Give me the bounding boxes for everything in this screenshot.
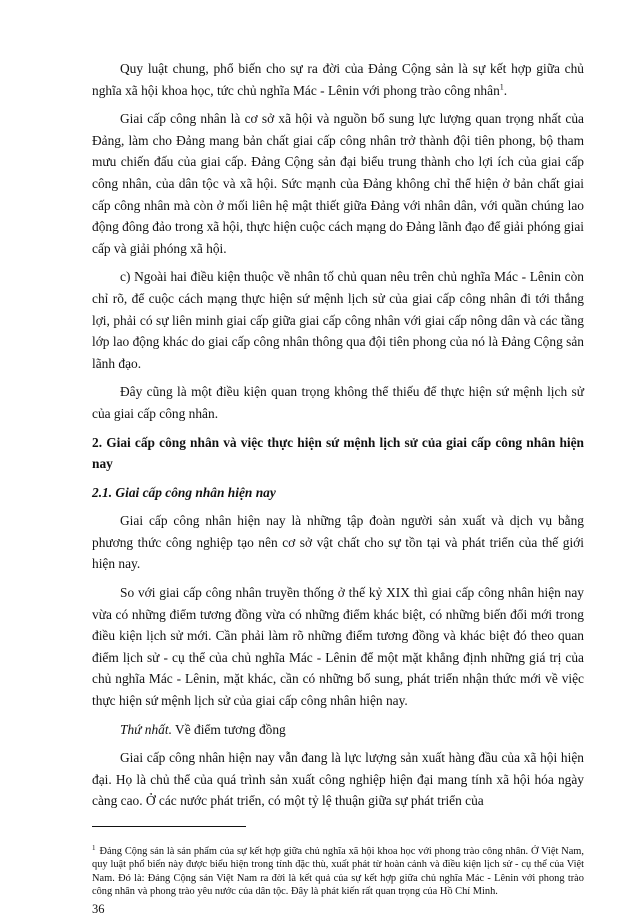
footnote-divider <box>92 826 246 827</box>
paragraph: Giai cấp công nhân hiện nay là những tập đoàn người sản xuất và dịch vụ bằng phương thức công nghiệp tạo nên cơ sở vật chất cho sự tồn tại và phát triển của thế giới hiện nay. <box>92 513 584 572</box>
footnote-ref[interactable]: 1 <box>499 82 504 92</box>
paragraph: Giai cấp công nhân là cơ sở xã hội và nguồn bổ sung lực lượng quan trọng nhất của Đảng, làm cho Đảng mang bản chất giai cấp công nhân trở thành đội tiên phong, bộ tham mưu chiến đấu của giai cấp. Đảng Cộng sản đại biểu trung thành cho lợi ích của giai cấp công nhân, của dân tộc và xã hội. Sức mạnh của Đảng không chỉ thể hiện ở bản chất giai cấp công nhân mà còn ở mối liên hệ mật thiết giữa Đảng với nhân dân, với quần chúng lao động đông đảo trong xã hội, thực hiện cuộc cách mạng do Đảng lãnh đạo để giải phóng giai cấp và giải phóng xã hội. <box>92 111 584 256</box>
section-heading: 2. Giai cấp công nhân và việc thực hiện sứ mệnh lịch sử của giai cấp công nhân hiện nay <box>92 434 584 472</box>
footnote <box>92 845 584 899</box>
paragraph: So với giai cấp công nhân truyền thống ở thế kỷ XIX thì giai cấp công nhân hiện nay vừa có những điểm tương đồng vừa có những điểm khác biệt, có những biến đổi mới trong điều kiện lịch sử mới. Cần phải làm rõ những điểm tương đồng và khác biệt đó theo quan điểm lịch sử - cụ thể của chủ nghĩa Mác - Lênin để một mặt khẳng định những giá trị của chủ nghĩa Mác - Lênin, mặt khác, cần có những bổ sung, phát triển nhận thức mới về việc thực hiện sứ mệnh lịch sử của giai cấp công nhân hiện nay. <box>92 585 584 709</box>
footnote-text: Đảng Cộng sản là sản phẩm của sự kết hợp giữa chủ nghĩa xã hội khoa học với phong trào công nhân. Ở Việt Nam, quy luật phổ biến này được biểu hiện trong tính đặc thù, xuất phát từ hoàn cảnh và điều kiện lịch sử - cụ thể của Việt Nam. Đó là: Đảng Cộng sản Việt Nam ra đời là kết quả của sự kết hợp giữa chủ nghĩa Mác - Lênin với phong trào công nhân và phong trào yêu nước của dân tộc. Đây là phát kiến rất quan trọng của Hồ Chí Minh. <box>92 846 584 898</box>
paragraph: c) Ngoài hai điều kiện thuộc về nhân tố chủ quan nêu trên chủ nghĩa Mác - Lênin còn chỉ rõ, để cuộc cách mạng thực hiện sứ mệnh lịch sử của giai cấp công nhân đi tới thắng lợi, phải có sự liên minh giai cấp giữa giai cấp công nhân với giai cấp nông dân và các tầng lớp lao động khác do giai cấp công nhân thông qua đội tiên phong của nó là Đảng Cộng sản lãnh đạo. <box>92 269 584 371</box>
paragraph: Giai cấp công nhân hiện nay vẫn đang là lực lượng sản xuất hàng đầu của xã hội hiện đại. Họ là chủ thể của quá trình sản xuất công nghiệp hiện đại mang tính xã hội hóa ngày càng cao. Ở các nước phát triển, có một tỷ lệ thuận giữa sự phát triển của <box>92 750 584 809</box>
paragraph: Đây cũng là một điều kiện quan trọng không thể thiếu để thực hiện sứ mệnh lịch sử của giai cấp công nhân. <box>92 384 584 421</box>
point-text: Về điểm tương đồng <box>171 721 286 737</box>
point-lead: Thứ nhất. <box>120 721 172 737</box>
paragraph: Quy luật chung, phổ biến cho sự ra đời của Đảng Cộng sản là sự kết hợp giữa chủ nghĩa xã hội khoa học, tức chủ nghĩa Mác - Lênin với phong trào công nhân$^1$. <box>92 61 584 98</box>
subsection-heading: 2.1. Giai cấp công nhân hiện nay <box>92 484 276 500</box>
footnote-marker: 1 <box>92 843 96 852</box>
point-heading <box>92 719 584 741</box>
page-number: 36 <box>92 901 105 916</box>
